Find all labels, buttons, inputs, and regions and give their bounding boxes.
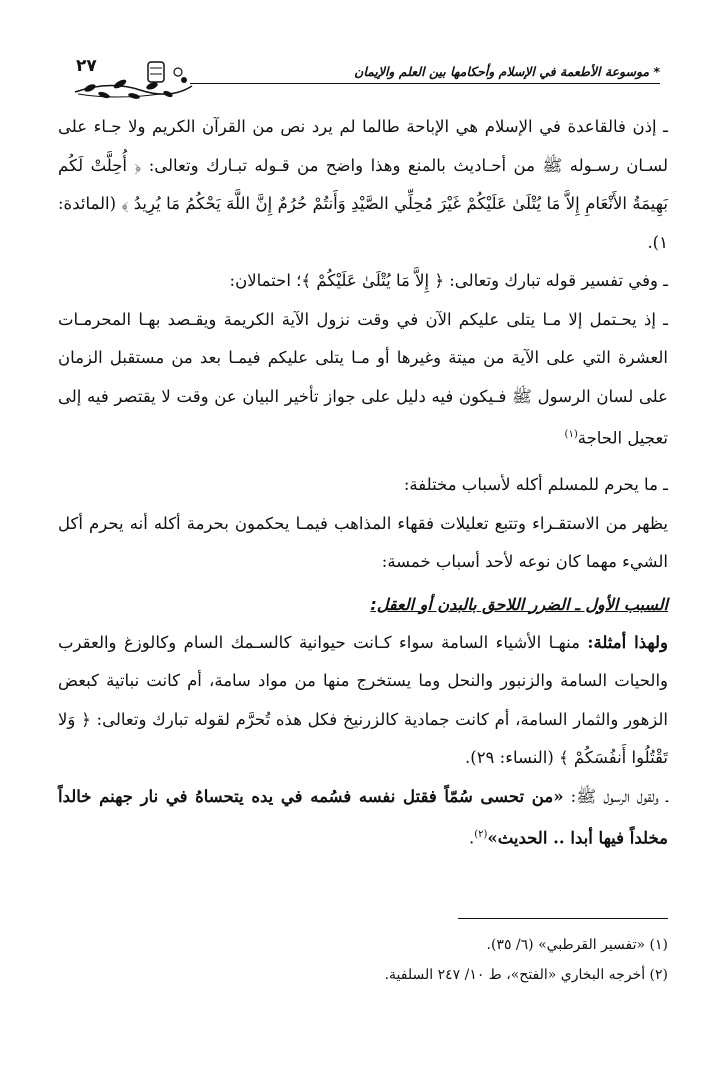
footnote-ref-1: (١) xyxy=(564,429,578,440)
paragraph-6-text: منهـا الأشياء السامة سواء كـانت حيوانية كالسـمك السام وكالوزغ والعقرب والحيات السامة والزنبور والنحل وما يستخرج منها من مواد سامة، أم كانت نباتية كبعض الزهور والثمار السامة، أم كانت جمادية كالزرنيخ فكل هذه تُحرَّم لقوله تبارك وتعالى: ﴿ وَلا تَقْتُلُوا أَنفُسَكُمْ ﴾ (النساء: ٢٩). xyxy=(58,632,668,767)
page-body xyxy=(58,108,668,858)
footnote-2: (٢) أخرجه البخاري «الفتح»، ط ١٠/ ٢٤٧ السلفية. xyxy=(384,967,668,983)
paragraph-4: ـ ما يحرم للمسلم أكله لأسباب مختلفة: xyxy=(403,475,668,494)
running-title: * موسوعة الأطعمة في الإسلام وأحكامها بين العلم والإيمان xyxy=(354,64,660,79)
paragraph-6-lead: ولهذا أمثلة: xyxy=(587,632,668,652)
page-header xyxy=(60,50,660,102)
footnotes xyxy=(58,930,668,990)
section-heading: السبب الأول ـ الضرر اللاحق بالبدن أو العقل: xyxy=(370,594,668,614)
paragraph-5: يظهر من الاستقـراء وتتبع تعليلات فقهاء المذاهب فيمـا يحكمون بحرمة أكله أنه يحرم أكل الشيء مهما كان نوعه لأحد أسباب خمسة: xyxy=(58,513,668,571)
paragraph-6 xyxy=(58,624,668,778)
paragraph-7-end: . xyxy=(468,828,475,848)
paragraph-7 xyxy=(58,778,668,859)
paragraph-1: ـ إذن فالقاعدة في الإسلام هي الإباحة طالما لم يرد نص من القرآن الكريم ولا جـاء على لسـان رسـوله ﷺ من أحـاديث بالمنع وهذا واضح من قـوله تبـارك وتعالى: ﴿ أُحِلَّتْ لَكُم بَهِيمَةُ الأَنْعَامِ إِلاَّ مَا يُتْلَىٰ عَلَيْكُمْ غَيْرَ مُحِلِّي الصَّيْدِ وَأَنتُمْ حُرُمٌ إِنَّ اللَّهَ يَحْكُمُ مَا يُرِيدُ ﴾ (المائدة: ١). xyxy=(58,117,668,252)
paragraph-3-text: ـ إذ يحـتمل إلا مـا يتلى عليكم الآن في وقت نزول الآية الكريمة ويقـصد بهـا المحرمـات العشرة التي على الآية من ميتة وغيرها أو مـا يتلى عليكم فيمـا بعد من مستقبل الزمان على لسان الرسول ﷺ فـيكون فيه دليل على جواز تأخير البيان عن وقت لا يقتصر فيه إلى تعجيل الحاجة xyxy=(58,309,668,448)
paragraph-2: ـ وفي تفسير قوله تبارك وتعالى: ﴿ إِلاَّ مَا يُتْلَىٰ عَلَيْكُمْ ﴾؛ احتمالان: xyxy=(229,271,668,290)
footnote-1: (١) «تفسير القرطبي» (٦/ ٣٥). xyxy=(486,937,668,953)
paragraph-7-lead: ـ ولقول الرسول ﷺ: xyxy=(563,786,668,806)
header-rule xyxy=(190,83,660,84)
footnote-divider xyxy=(458,918,668,919)
page-number: ٢٧ xyxy=(76,56,97,76)
hadith-quote: «من تحسى سُمّاً فقتل نفسه فسُمه في يده يتحساهُ في نار جهنم خالداً مخلداً فيها أبدا .. الحديث» xyxy=(58,786,668,848)
paragraph-3 xyxy=(58,301,668,459)
footnote-ref-2: (٢) xyxy=(474,829,488,840)
